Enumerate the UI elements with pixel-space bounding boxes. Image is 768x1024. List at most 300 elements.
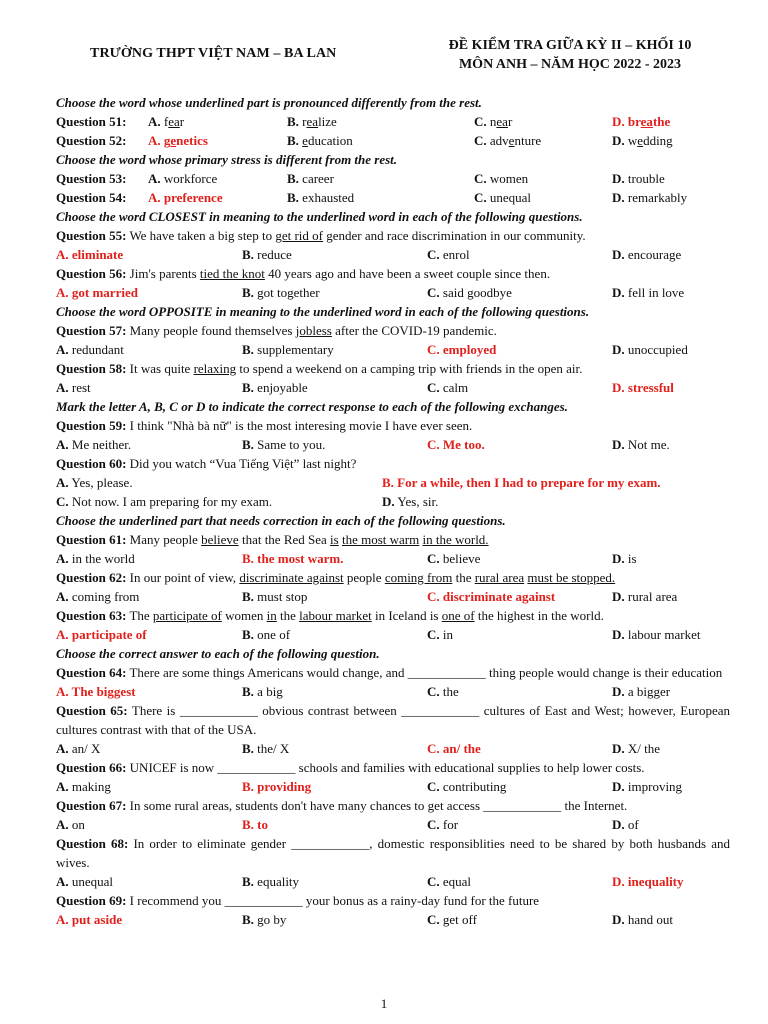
option-letter: C. — [56, 494, 69, 509]
option-letter: D. — [612, 285, 625, 300]
option-letter: D. — [612, 114, 625, 129]
answer-option[interactable] — [427, 587, 555, 606]
question-number: Question 64: — [56, 665, 127, 680]
option-letter: C. — [427, 551, 440, 566]
option-text: inequality — [627, 874, 684, 889]
option-letter: C. — [474, 190, 487, 205]
option-text: rural area — [627, 589, 678, 604]
stem-text: the — [276, 608, 300, 623]
answer-option[interactable] — [242, 587, 307, 606]
option-text: career — [302, 171, 334, 186]
option-text: supplementary — [257, 342, 334, 357]
option-text-post: netics — [176, 133, 208, 148]
option-letter: B. — [242, 589, 254, 604]
answer-option[interactable] — [56, 625, 147, 644]
underlined-phrase: must be stopped. — [527, 570, 616, 585]
question-stem — [56, 701, 730, 739]
question-number: Question 61: — [56, 532, 127, 547]
option-text: put aside — [71, 912, 123, 927]
option-text-pre: r — [302, 114, 307, 129]
stem-text: It was quite — [129, 361, 194, 376]
question-number: Question 59: — [56, 418, 127, 433]
options-row — [56, 587, 730, 606]
option-text: got married — [71, 285, 138, 300]
option-letter: C. — [427, 817, 440, 832]
option-text: women — [489, 171, 529, 186]
option-text: of — [627, 817, 639, 832]
question-number: Question 63: — [56, 608, 127, 623]
option-text: remarkably — [627, 190, 688, 205]
school-name: TRƯỜNG THPT VIỆT NAM – BA LAN — [90, 46, 337, 61]
option-text: labour market — [627, 627, 701, 642]
option-text: rest — [71, 380, 91, 395]
answer-option[interactable] — [427, 872, 471, 891]
question-stem — [56, 359, 730, 378]
option-text: Not me. — [627, 437, 670, 452]
question-stem — [56, 758, 730, 777]
option-text-pre: f — [163, 114, 169, 129]
answer-option[interactable] — [427, 625, 453, 644]
answer-option[interactable] — [382, 473, 661, 492]
answer-option[interactable] — [612, 910, 673, 929]
option-letter: D. — [612, 912, 625, 927]
answer-option[interactable] — [242, 815, 268, 834]
page-header — [0, 34, 768, 74]
question-number: Question 65: — [56, 703, 128, 718]
option-text-pre: g — [163, 133, 171, 148]
option-letter: D. — [612, 342, 625, 357]
option-text: a bigger — [627, 684, 671, 699]
answer-option[interactable] — [242, 625, 290, 644]
stem-text: Jim's parents — [129, 266, 200, 281]
option-letter: A. — [148, 114, 161, 129]
exam-content — [56, 93, 730, 929]
answer-option[interactable] — [242, 435, 325, 454]
option-letter: B. — [242, 437, 254, 452]
option-text: in the world — [71, 551, 135, 566]
options-row — [56, 815, 730, 834]
option-letter: D. — [612, 779, 625, 794]
option-underlined-part: e — [170, 133, 177, 148]
option-letter: A. — [56, 342, 69, 357]
option-text-post: r — [507, 114, 513, 129]
answer-option[interactable] — [56, 739, 100, 758]
answer-option[interactable] — [56, 910, 122, 929]
option-text: is — [627, 551, 637, 566]
answer-option[interactable] — [612, 340, 688, 359]
underlined-phrase: jobless — [295, 323, 332, 338]
option-letter: A. — [56, 247, 69, 262]
answer-option[interactable] — [474, 188, 531, 207]
option-text: an/ X — [71, 741, 101, 756]
question-number: Question 66: — [56, 760, 127, 775]
answer-option[interactable] — [612, 739, 660, 758]
option-letter: C. — [427, 741, 440, 756]
option-letter: D. — [612, 874, 625, 889]
option-text: Me too. — [442, 437, 485, 452]
option-letter: B. — [242, 779, 254, 794]
options-row — [56, 378, 730, 397]
options-row — [56, 283, 730, 302]
stem-text: Many people — [129, 532, 202, 547]
answer-option[interactable] — [242, 682, 283, 701]
answer-option[interactable] — [242, 777, 311, 796]
answer-option[interactable] — [287, 131, 353, 150]
answer-option[interactable] — [56, 283, 138, 302]
option-letter: B. — [242, 551, 254, 566]
option-letter: B. — [242, 874, 254, 889]
exam-subtitle: MÔN ANH – NĂM HỌC 2022 - 2023 — [458, 57, 682, 72]
stem-text: There is ____________ obvious contrast between ____________ cultures of East and West; however, European cultures contrast with that of the USA. — [56, 703, 731, 737]
answer-option[interactable] — [612, 283, 684, 302]
stem-text: 40 years ago and have been a sweet couple since then. — [264, 266, 551, 281]
option-letter: D. — [612, 627, 625, 642]
option-text: Me neither. — [71, 437, 132, 452]
stem-text: gender and race discrimination in our community. — [322, 228, 586, 243]
answer-option[interactable] — [427, 245, 470, 264]
question-number: Question 53: — [56, 171, 127, 186]
options-row — [56, 492, 730, 511]
option-text: Not now. I am preparing for my exam. — [71, 494, 273, 509]
answer-option[interactable] — [148, 131, 208, 150]
option-letter: C. — [427, 627, 440, 642]
option-underlined-part: e — [302, 133, 308, 148]
option-text-post: dding — [643, 133, 673, 148]
option-text: improving — [627, 779, 683, 794]
option-text: The biggest — [71, 684, 136, 699]
answer-option[interactable] — [56, 549, 135, 568]
options-row — [56, 549, 730, 568]
answer-option[interactable] — [382, 492, 438, 511]
answer-option[interactable] — [612, 112, 670, 131]
option-letter: B. — [242, 741, 254, 756]
answer-option[interactable] — [612, 131, 673, 150]
question-number: Question 57: — [56, 323, 127, 338]
answer-option[interactable] — [427, 435, 485, 454]
option-text: Same to you. — [257, 437, 326, 452]
underlined-phrase: get rid of — [275, 228, 323, 243]
section-instruction: Choose the word whose primary stress is different from the rest. — [56, 152, 398, 167]
question-stem — [56, 606, 730, 625]
options-row — [56, 473, 730, 492]
option-text: X/ the — [627, 741, 661, 756]
option-text: coming from — [71, 589, 140, 604]
option-letter: A. — [56, 475, 69, 490]
option-text: to — [257, 817, 269, 832]
option-letter: B. — [242, 817, 254, 832]
question-stem — [56, 891, 730, 910]
option-letter: D. — [612, 589, 625, 604]
option-letter: C. — [427, 247, 440, 262]
underlined-phrase: relaxing — [193, 361, 237, 376]
option-letter: C. — [474, 133, 487, 148]
option-text: workforce — [163, 171, 218, 186]
answer-option[interactable] — [242, 340, 334, 359]
stem-text: in Iceland is — [371, 608, 442, 623]
question-stem — [56, 226, 730, 245]
option-text: must stop — [257, 589, 308, 604]
answer-option[interactable] — [474, 112, 512, 131]
answer-option[interactable] — [612, 435, 670, 454]
option-text: participate of — [71, 627, 147, 642]
option-letter: D. — [382, 494, 395, 509]
question-stem — [56, 264, 730, 283]
question-number: Question 52: — [56, 133, 127, 148]
option-letter: A. — [56, 380, 69, 395]
option-text: said goodbye — [442, 285, 512, 300]
option-letter: B. — [287, 133, 299, 148]
option-text: go by — [257, 912, 287, 927]
underlined-phrase: believe — [201, 532, 239, 547]
answer-option[interactable] — [612, 777, 682, 796]
option-letter: B. — [287, 190, 299, 205]
option-letter: B. — [242, 342, 254, 357]
question-stem — [56, 416, 730, 435]
option-text: contributing — [442, 779, 507, 794]
answer-option[interactable] — [56, 473, 133, 492]
option-underlined-part: ea — [496, 114, 508, 129]
stem-text: The — [129, 608, 153, 623]
option-letter: B. — [242, 285, 254, 300]
option-letter: A. — [56, 437, 69, 452]
option-text: For a while, then I had to prepare for my exam. — [397, 475, 661, 490]
question-row — [56, 112, 730, 131]
answer-option[interactable] — [287, 169, 334, 188]
answer-option[interactable] — [427, 682, 459, 701]
answer-option[interactable] — [612, 587, 677, 606]
stem-text: that the Red Sea — [238, 532, 331, 547]
option-letter: B. — [382, 475, 394, 490]
section-instruction: Choose the word whose underlined part is pronounced differently from the rest. — [56, 95, 482, 110]
option-letter: B. — [287, 171, 299, 186]
option-text: exhausted — [302, 190, 355, 205]
answer-option[interactable] — [612, 872, 684, 891]
options-row — [56, 682, 730, 701]
option-letter: C. — [427, 684, 440, 699]
option-text: enjoyable — [257, 380, 308, 395]
answer-option[interactable] — [56, 492, 272, 511]
option-letter: A. — [56, 551, 69, 566]
answer-option[interactable] — [427, 777, 506, 796]
option-letter: B. — [287, 114, 299, 129]
option-letter: D. — [612, 247, 625, 262]
option-text: equal — [442, 874, 472, 889]
question-number: Question 55: — [56, 228, 127, 243]
answer-option[interactable] — [612, 625, 700, 644]
option-letter: C. — [427, 589, 440, 604]
answer-option[interactable] — [612, 682, 670, 701]
answer-option[interactable] — [427, 340, 496, 359]
answer-option[interactable] — [612, 188, 687, 207]
option-letter: C. — [427, 912, 440, 927]
option-letter: A. — [148, 190, 161, 205]
underlined-phrase: labour market — [299, 608, 372, 623]
question-stem — [56, 568, 730, 587]
underlined-phrase: is — [330, 532, 339, 547]
option-underlined-part: ea — [306, 114, 319, 129]
answer-option[interactable] — [612, 169, 665, 188]
option-text: unequal — [71, 874, 114, 889]
underlined-phrase: tied the knot — [199, 266, 265, 281]
option-letter: D. — [612, 551, 625, 566]
answer-option[interactable] — [242, 549, 343, 568]
option-text: trouble — [627, 171, 665, 186]
section-instruction: Choose the correct answer to each of the following question. — [56, 646, 380, 661]
answer-option[interactable] — [242, 378, 308, 397]
answer-option[interactable] — [242, 245, 292, 264]
option-letter: A. — [56, 817, 69, 832]
option-text-pre: br — [627, 114, 641, 129]
option-letter: C. — [427, 342, 440, 357]
option-letter: D. — [612, 817, 625, 832]
option-text-post: r — [179, 114, 185, 129]
answer-option[interactable] — [56, 340, 124, 359]
options-row — [56, 739, 730, 758]
option-text: believe — [442, 551, 481, 566]
option-text: get off — [442, 912, 477, 927]
option-text: redundant — [71, 342, 124, 357]
option-text: an/ the — [442, 741, 481, 756]
question-number: Question 68: — [56, 836, 129, 851]
stem-text: In some rural areas, students don't have many chances to get access ____________ the Internet. — [129, 798, 628, 813]
answer-option[interactable] — [242, 283, 320, 302]
page-number: 1 — [380, 996, 388, 1011]
answer-option[interactable] — [427, 739, 481, 758]
answer-option[interactable] — [56, 245, 123, 264]
option-letter: C. — [474, 114, 487, 129]
answer-option[interactable] — [56, 378, 91, 397]
option-text-post: lize — [318, 114, 337, 129]
answer-option[interactable] — [474, 169, 528, 188]
answer-option[interactable] — [242, 872, 299, 891]
option-text: one of — [257, 627, 291, 642]
option-text: stressful — [627, 380, 674, 395]
option-letter: A. — [56, 684, 69, 699]
option-letter: A. — [56, 589, 69, 604]
question-stem — [56, 530, 730, 549]
underlined-phrase: participate of — [152, 608, 222, 623]
answer-option[interactable] — [148, 188, 223, 207]
stem-text: In our point of view, — [129, 570, 240, 585]
question-row — [56, 169, 730, 188]
section-instruction: Mark the letter A, B, C or D to indicate the correct response to each of the following exchanges. — [56, 399, 568, 414]
answer-option[interactable] — [612, 378, 674, 397]
answer-option[interactable] — [56, 872, 113, 891]
answer-option[interactable] — [287, 112, 337, 131]
option-text: discriminate against — [442, 589, 556, 604]
answer-option[interactable] — [612, 549, 637, 568]
answer-option[interactable] — [56, 682, 136, 701]
underlined-phrase: one of — [441, 608, 475, 623]
option-text: unequal — [489, 190, 532, 205]
option-text: encourage — [627, 247, 682, 262]
answer-option[interactable] — [56, 777, 111, 796]
option-letter: A. — [56, 779, 69, 794]
option-text: got together — [257, 285, 320, 300]
option-text-pre: n — [489, 114, 497, 129]
stem-text: I think "Nhà bà nữ" is the most interesing movie I have ever seen. — [129, 418, 473, 433]
option-text: Yes, please. — [71, 475, 133, 490]
option-text: preference — [163, 190, 223, 205]
answer-option[interactable] — [56, 435, 131, 454]
option-text: calm — [442, 380, 469, 395]
answer-option[interactable] — [427, 549, 480, 568]
answer-option[interactable] — [148, 169, 217, 188]
stem-text: There are some things Americans would change, and ____________ thing people would change is their education — [129, 665, 723, 680]
option-letter: B. — [242, 380, 254, 395]
question-stem — [56, 321, 730, 340]
answer-option[interactable] — [427, 815, 458, 834]
option-text: unoccupied — [627, 342, 688, 357]
options-row — [56, 625, 730, 644]
stem-text: the — [452, 570, 475, 585]
option-text: Yes, sir. — [397, 494, 439, 509]
section-instruction: Choose the underlined part that needs correction in each of the following questions. — [56, 513, 506, 528]
exam-title: ĐỀ KIỂM TRA GIỮA KỲ II – KHỐI 10 — [448, 38, 692, 53]
option-letter: C. — [427, 285, 440, 300]
option-letter: B. — [242, 912, 254, 927]
option-letter: C. — [474, 171, 487, 186]
option-text: equality — [257, 874, 300, 889]
answer-option[interactable] — [474, 131, 541, 150]
option-letter: A. — [56, 627, 69, 642]
option-underlined-part: ea — [640, 114, 653, 129]
underlined-phrase: rural area — [474, 570, 525, 585]
option-text: making — [71, 779, 111, 794]
option-text: the/ X — [257, 741, 290, 756]
option-letter: D. — [612, 171, 625, 186]
option-letter: A. — [56, 874, 69, 889]
answer-option[interactable] — [56, 587, 139, 606]
option-text: fell in love — [627, 285, 685, 300]
stem-text: Many people found themselves — [129, 323, 296, 338]
option-text-pre: adv — [489, 133, 509, 148]
answer-option[interactable] — [427, 378, 468, 397]
stem-text: the highest in the world. — [474, 608, 604, 623]
option-letter: D. — [612, 437, 625, 452]
option-text: reduce — [257, 247, 292, 262]
answer-option[interactable] — [612, 815, 639, 834]
options-row — [56, 245, 730, 264]
stem-text: In order to eliminate gender ____________, domestic responsiblities need to be shared by both husbands and wives. — [56, 836, 730, 870]
answer-option[interactable] — [287, 188, 354, 207]
answer-option[interactable] — [242, 910, 286, 929]
option-text: the most warm. — [257, 551, 344, 566]
answer-option[interactable] — [242, 739, 289, 758]
question-number: Question 51: — [56, 114, 127, 129]
section-instruction: Choose the word CLOSEST in meaning to the underlined word in each of the following questions. — [56, 209, 583, 224]
answer-option[interactable] — [427, 283, 512, 302]
option-letter: D. — [612, 190, 625, 205]
question-number: Question 60: — [56, 456, 127, 471]
options-row — [56, 777, 730, 796]
option-text: the — [442, 684, 459, 699]
option-text: hand out — [627, 912, 674, 927]
option-underlined-part: ea — [168, 114, 180, 129]
option-letter: C. — [427, 380, 440, 395]
option-text-post: the — [652, 114, 671, 129]
option-letter: D. — [612, 133, 625, 148]
stem-text: women — [221, 608, 267, 623]
option-letter: C. — [427, 437, 440, 452]
answer-option[interactable] — [612, 245, 681, 264]
question-stem — [56, 663, 730, 682]
answer-option[interactable] — [56, 815, 85, 834]
option-letter: A. — [148, 133, 161, 148]
answer-option[interactable] — [427, 910, 477, 929]
answer-option[interactable] — [148, 112, 184, 131]
option-text: employed — [442, 342, 497, 357]
